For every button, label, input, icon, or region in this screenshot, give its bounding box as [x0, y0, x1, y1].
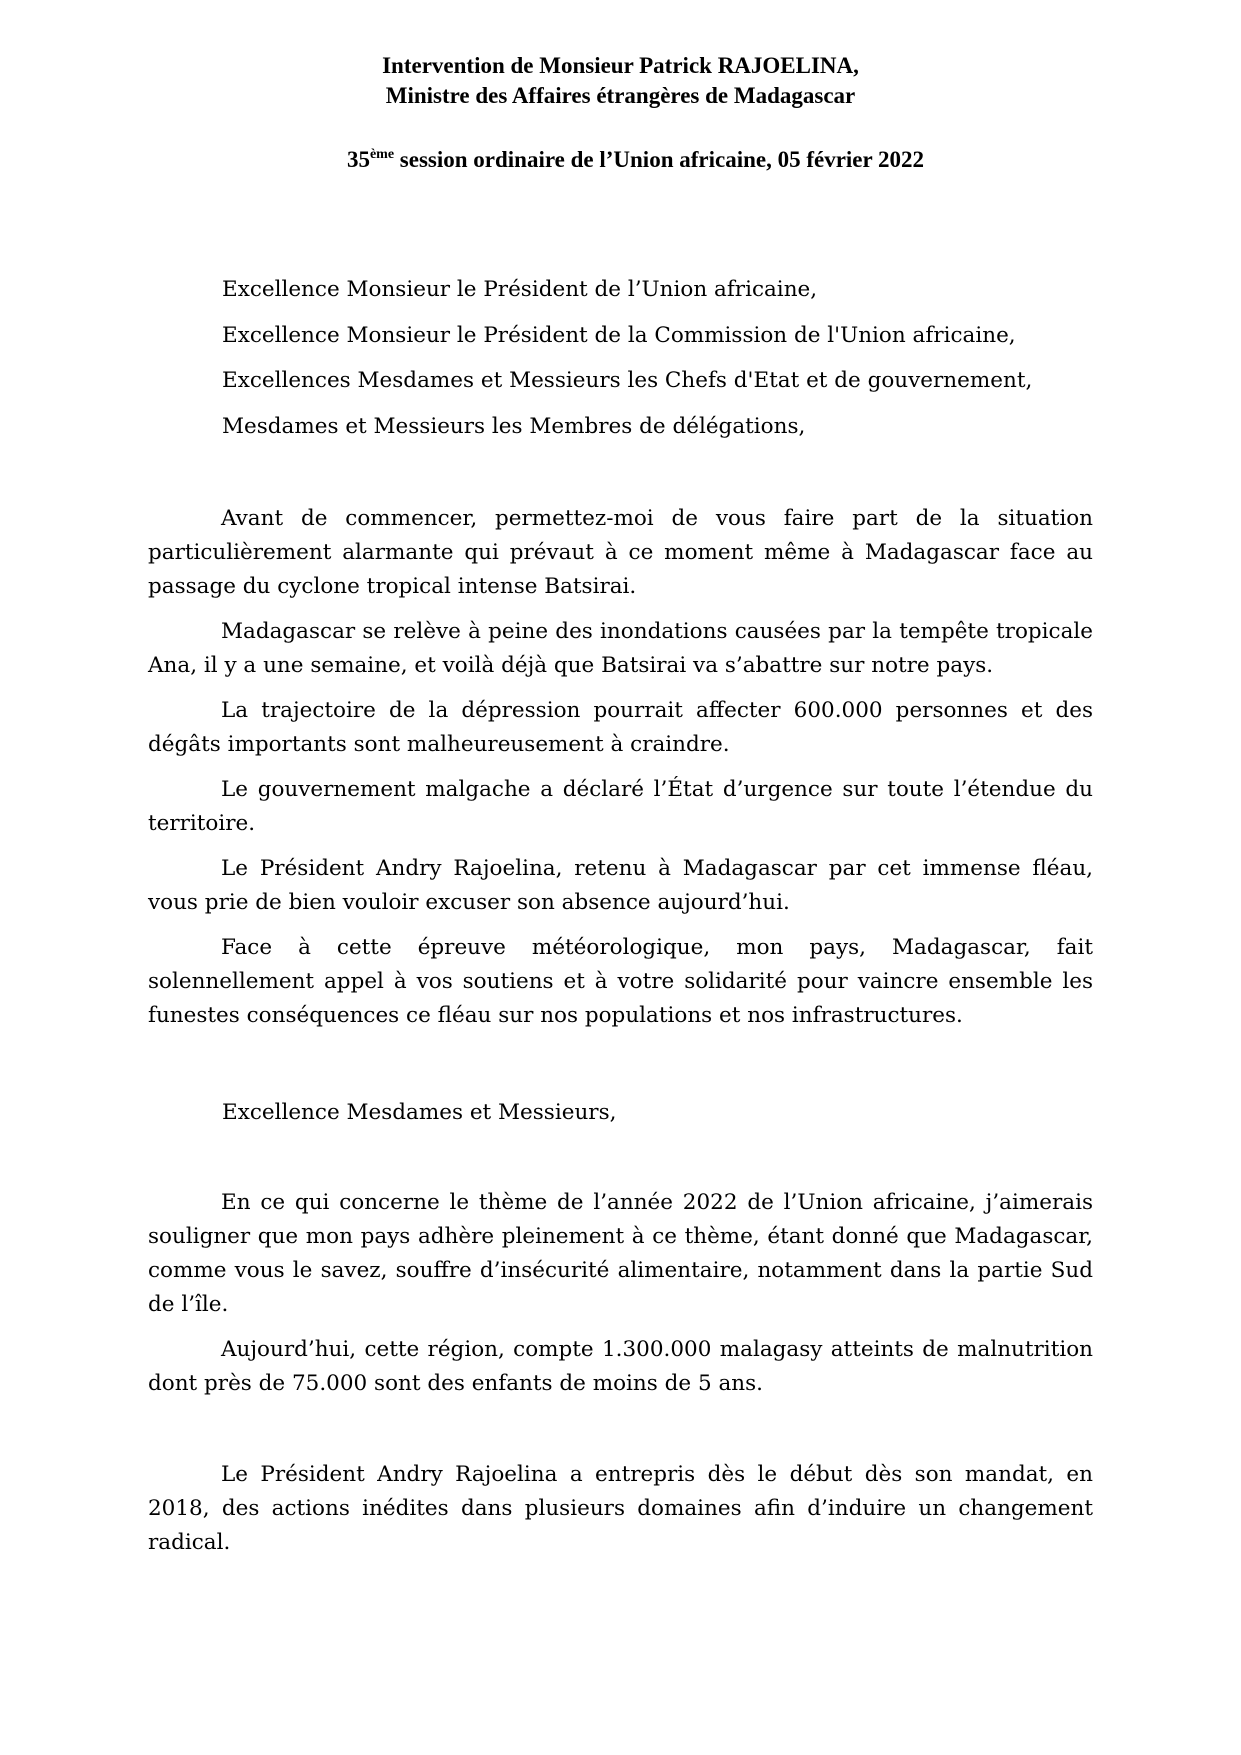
- salutations-block: [222, 276, 1102, 458]
- salutation-line: Excellence Monsieur le Président de la Commission de l'Union africaine,: [222, 322, 1016, 348]
- paragraph: La trajectoire de la dépression pourrait affecter 600.000 personnes et des dégâts importants sont malheureusement à craindre.: [148, 698, 1093, 757]
- paragraph: Madagascar se relève à peine des inondations causées par la tempête tropicale Ana, il y a une semaine, et voilà déjà que Batsirai va s’abattre sur notre pays.: [148, 619, 1093, 678]
- session-superscript: ème: [369, 147, 395, 162]
- paragraph: Avant de commencer, permettez-moi de vous faire part de la situation particulièrement alarmante qui prévaut à ce moment même à Madagascar face au passage du cyclone tropical intense Batsirai.: [148, 506, 1093, 599]
- document-header: [0, 51, 1241, 111]
- paragraph: Face à cette épreuve météorologique, mon pays, Madagascar, fait solennellement appel à vos soutiens et à votre solidarité pour vaincre ensemble les funestes conséquences ce fléau sur nos populations et nos infrastructures.: [148, 935, 1093, 1028]
- section-mandate: [148, 1458, 1093, 1571]
- session-number: 35: [346, 147, 370, 172]
- header-title-line-2: Ministre des Affaires étrangères de Madagascar: [385, 83, 856, 108]
- paragraph: Le Président Andry Rajoelina a entrepris dès le début dès son mandat, en 2018, des actions inédites dans plusieurs domaines afin d’induire un changement radical.: [148, 1462, 1093, 1555]
- salutation-line: Mesdames et Messieurs les Membres de délégations,: [222, 413, 806, 439]
- salutation-line: Excellence Monsieur le Président de l’Union africaine,: [222, 277, 818, 302]
- paragraph: Le Président Andry Rajoelina, retenu à Madagascar par cet immense fléau, vous prie de bien vouloir excuser son absence aujourd’hui.: [148, 856, 1093, 915]
- section-theme: [148, 1186, 1093, 1412]
- address-line: Excellence Mesdames et Messieurs,: [222, 1100, 617, 1125]
- section-cyclone: [148, 502, 1093, 1044]
- paragraph: En ce qui concerne le thème de l’année 2022 de l’Union africaine, j’aimerais souligner que mon pays adhère pleinement à ce thème, étant donné que Madagascar, comme vous le savez, souffre d’insécurité alimentaire, notamment dans la partie Sud de l’île.: [148, 1190, 1093, 1317]
- session-text: session ordinaire de l’Union africaine, 05 février 2022: [394, 147, 925, 172]
- salutation-line: Excellences Mesdames et Messieurs les Chefs d'Etat et de gouvernement,: [222, 368, 1033, 393]
- paragraph: Aujourd’hui, cette région, compte 1.300.000 malagasy atteints de malnutrition dont près de 75.000 sont des enfants de moins de 5 ans.: [148, 1337, 1093, 1396]
- paragraph: Le gouvernement malgache a déclaré l’État d’urgence sur toute l’étendue du territoire.: [148, 777, 1093, 836]
- session-heading: [0, 145, 1241, 175]
- header-title-line-1: Intervention de Monsieur Patrick RAJOELINA,: [382, 53, 859, 78]
